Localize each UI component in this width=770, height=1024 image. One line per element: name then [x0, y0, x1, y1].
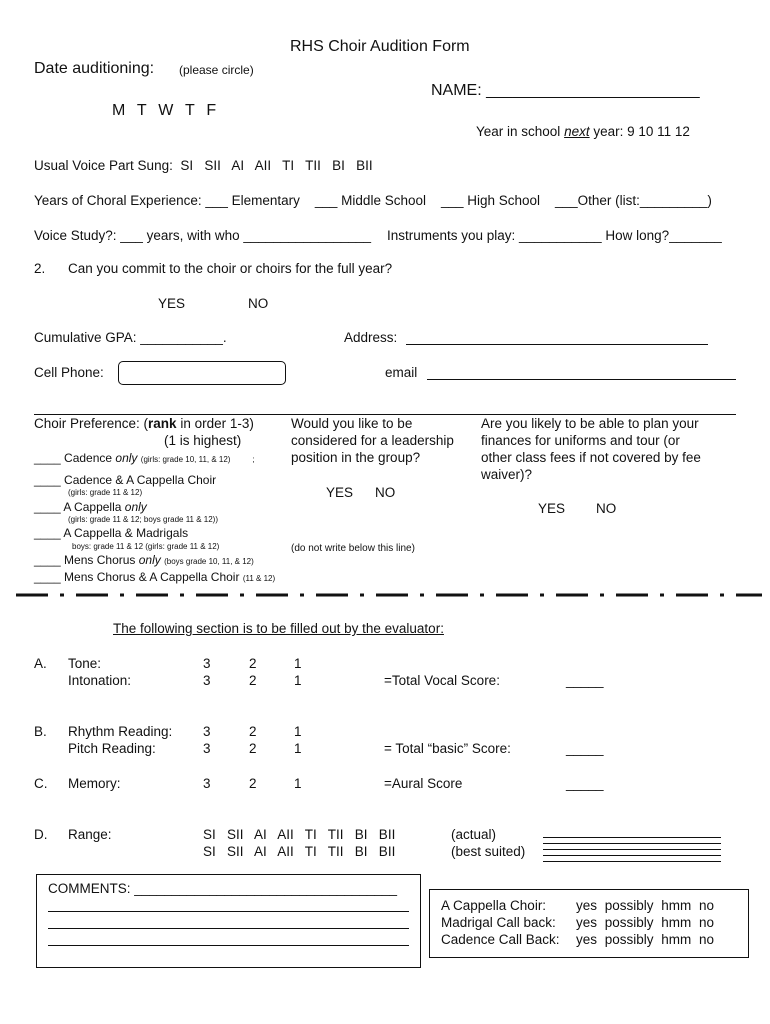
vocal-score-label: =Total Vocal Score: [384, 673, 500, 688]
leadership-no[interactable]: NO [375, 485, 396, 500]
pref-blank[interactable]: ____ [34, 500, 61, 514]
range-line[interactable] [543, 837, 721, 838]
pref-note: (girls: grade 11 & 12; boys grade 11 & 12)) [68, 515, 219, 524]
day-options[interactable]: M T W T F [112, 102, 218, 119]
preference-heading [34, 416, 254, 431]
section-a-letter: A. [34, 656, 47, 671]
callback-acappella-label: A Cappella Choir: [441, 898, 547, 913]
year-in-school[interactable] [476, 124, 690, 139]
rhythm-reading-label: Rhythm Reading: [68, 724, 173, 739]
score-2[interactable]: 2 [249, 724, 257, 739]
pref-only: only [115, 451, 138, 465]
pref-blank[interactable]: ____ [34, 473, 61, 487]
finance-no[interactable]: NO [596, 501, 617, 516]
pref-item-mens-acappella[interactable] [34, 570, 275, 584]
score-2[interactable]: 2 [249, 776, 257, 791]
aural-score-label: =Aural Score [384, 776, 463, 791]
score-3[interactable]: 3 [203, 741, 211, 756]
basic-score-label: = Total “basic” Score: [384, 741, 511, 756]
date-hint: (please circle) [179, 63, 254, 77]
range-actual-label: (actual) [451, 827, 497, 842]
range-best-parts[interactable]: SI SII AI AII TI TII BI BII [203, 844, 396, 859]
pref-choir: Cadence [64, 451, 116, 465]
leadership-line-3: position in the group? [291, 450, 421, 465]
question-number: 2. [34, 261, 46, 276]
pref-item-cadence-only[interactable] [34, 451, 255, 465]
range-best-label: (best suited) [451, 844, 526, 859]
section-b-letter: B. [34, 724, 47, 739]
callback-box [429, 889, 749, 958]
callback-madrigal-options[interactable]: yes possibly hmm no [576, 915, 715, 930]
range-line[interactable] [543, 843, 721, 844]
basic-score-blank[interactable]: _____ [566, 741, 604, 756]
voice-study-line[interactable]: Voice Study?: ___ years, with who _________________ [34, 228, 372, 243]
score-3[interactable]: 3 [203, 776, 211, 791]
pref-note: (girls: grade 10, 11, & 12) [140, 455, 231, 464]
pref-note: (boys grade 10, 11, & 12) [164, 557, 254, 566]
score-3[interactable]: 3 [203, 673, 211, 688]
pref-choir: Cadence & A Cappella Choir [64, 473, 217, 487]
score-3[interactable]: 3 [203, 656, 211, 671]
comment-line[interactable] [48, 945, 409, 946]
vocal-score-blank[interactable]: _____ [566, 673, 604, 688]
pref-extra: ; [252, 455, 255, 464]
finance-line-4: waiver)? [481, 467, 533, 482]
email-input[interactable] [427, 379, 736, 380]
pref-only: only [138, 553, 161, 567]
page-title: RHS Choir Audition Form [290, 38, 470, 55]
pref-blank[interactable]: ____ [34, 553, 61, 567]
leadership-line-2: considered for a leadership [291, 433, 454, 448]
pref-note: (11 & 12) [242, 574, 276, 583]
comments-label: COMMENTS: ___________________________________ [48, 881, 398, 896]
cut-line [0, 588, 770, 602]
gpa-field[interactable]: Cumulative GPA: ___________. [34, 330, 227, 345]
cell-phone-input[interactable] [118, 361, 286, 385]
leadership-yes[interactable]: YES [326, 485, 354, 500]
score-1[interactable]: 1 [294, 741, 302, 756]
score-2[interactable]: 2 [249, 656, 257, 671]
pref-only: only [124, 500, 147, 514]
pref-choir: Mens Chorus [64, 553, 139, 567]
score-1[interactable]: 1 [294, 673, 302, 688]
section-divider [34, 414, 736, 415]
memory-label: Memory: [68, 776, 121, 791]
finance-line-3: other class fees if not covered by fee [481, 450, 701, 465]
section-c-letter: C. [34, 776, 48, 791]
date-label: Date auditioning: [34, 60, 155, 77]
instruments-line[interactable]: Instruments you play: ___________ How long?_______ [387, 228, 722, 243]
score-2[interactable]: 2 [249, 673, 257, 688]
aural-score-blank[interactable]: _____ [566, 776, 604, 791]
pref-choir: A Cappella & Madrigals [63, 526, 189, 540]
range-label: Range: [68, 827, 112, 842]
address-input[interactable] [406, 344, 708, 345]
name-field[interactable]: NAME: ________________________ [431, 82, 700, 99]
evaluator-heading: The following section is to be filled out by the evaluator: [113, 621, 444, 636]
score-2[interactable]: 2 [249, 741, 257, 756]
pref-item-acappella-madrigals[interactable] [34, 526, 188, 540]
intonation-label: Intonation: [68, 673, 132, 688]
pref-item-cadence-acappella[interactable] [34, 473, 216, 487]
commit-yes[interactable]: YES [158, 296, 186, 311]
comment-line[interactable] [48, 928, 409, 929]
callback-cadence-options[interactable]: yes possibly hmm no [576, 932, 715, 947]
range-actual-parts[interactable]: SI SII AI AII TI TII BI BII [203, 827, 396, 842]
pref-blank[interactable]: ____ [34, 526, 61, 540]
range-line[interactable] [543, 855, 721, 856]
experience-line[interactable]: Years of Choral Experience: ___ Elementary ___ Middle School ___ High School ___Other (list:_________) [34, 193, 712, 208]
comment-line[interactable] [48, 911, 409, 912]
score-1[interactable]: 1 [294, 776, 302, 791]
comments-box[interactable] [36, 874, 421, 968]
address-label: Address: [344, 330, 398, 345]
score-3[interactable]: 3 [203, 724, 211, 739]
tone-label: Tone: [68, 656, 102, 671]
pitch-reading-label: Pitch Reading: [68, 741, 156, 756]
preference-subheading: (1 is highest) [164, 433, 242, 448]
pref-head-a: Choir Preference: ( [34, 416, 149, 431]
finance-line-2: finances for uniforms and tour (or [481, 433, 680, 448]
pref-item-acappella-only[interactable] [34, 500, 147, 514]
pref-choir: Mens Chorus & A Cappella Choir [64, 570, 240, 584]
pref-note: (girls: grade 11 & 12) [68, 488, 143, 497]
year-suffix: year: 9 10 11 12 [593, 124, 690, 139]
pref-item-mens-only[interactable] [34, 553, 254, 567]
finance-line-1: Are you likely to be able to plan your [481, 416, 699, 431]
pref-blank[interactable]: ____ [34, 570, 61, 584]
pref-head-c: in order 1-3) [176, 416, 254, 431]
cell-phone-label: Cell Phone: [34, 365, 104, 380]
callback-cadence-label: Cadence Call Back: [441, 932, 560, 947]
pref-blank[interactable]: ____ [34, 451, 61, 465]
voice-part-line[interactable]: Usual Voice Part Sung: SI SII AI AII TI TII BI BII [34, 158, 373, 173]
score-1[interactable]: 1 [294, 724, 302, 739]
finance-yes[interactable]: YES [538, 501, 566, 516]
range-line[interactable] [543, 849, 721, 850]
pref-choir: A Cappella [63, 500, 125, 514]
commit-no[interactable]: NO [248, 296, 269, 311]
email-label: email [385, 365, 418, 380]
leadership-line-1: Would you like to be [291, 416, 413, 431]
range-line[interactable] [543, 861, 721, 862]
year-next: next [564, 124, 590, 139]
year-prefix: Year in school [476, 124, 561, 139]
pref-note: boys: grade 11 & 12 (girls: grade 11 & 12) [72, 542, 220, 551]
section-d-letter: D. [34, 827, 48, 842]
score-1[interactable]: 1 [294, 656, 302, 671]
callback-madrigal-label: Madrigal Call back: [441, 915, 556, 930]
callback-acappella-options[interactable]: yes possibly hmm no [576, 898, 715, 913]
commit-question: Can you commit to the choir or choirs for the full year? [68, 261, 393, 276]
pref-head-rank: rank [148, 416, 177, 431]
do-not-write-note: (do not write below this line) [291, 543, 415, 554]
